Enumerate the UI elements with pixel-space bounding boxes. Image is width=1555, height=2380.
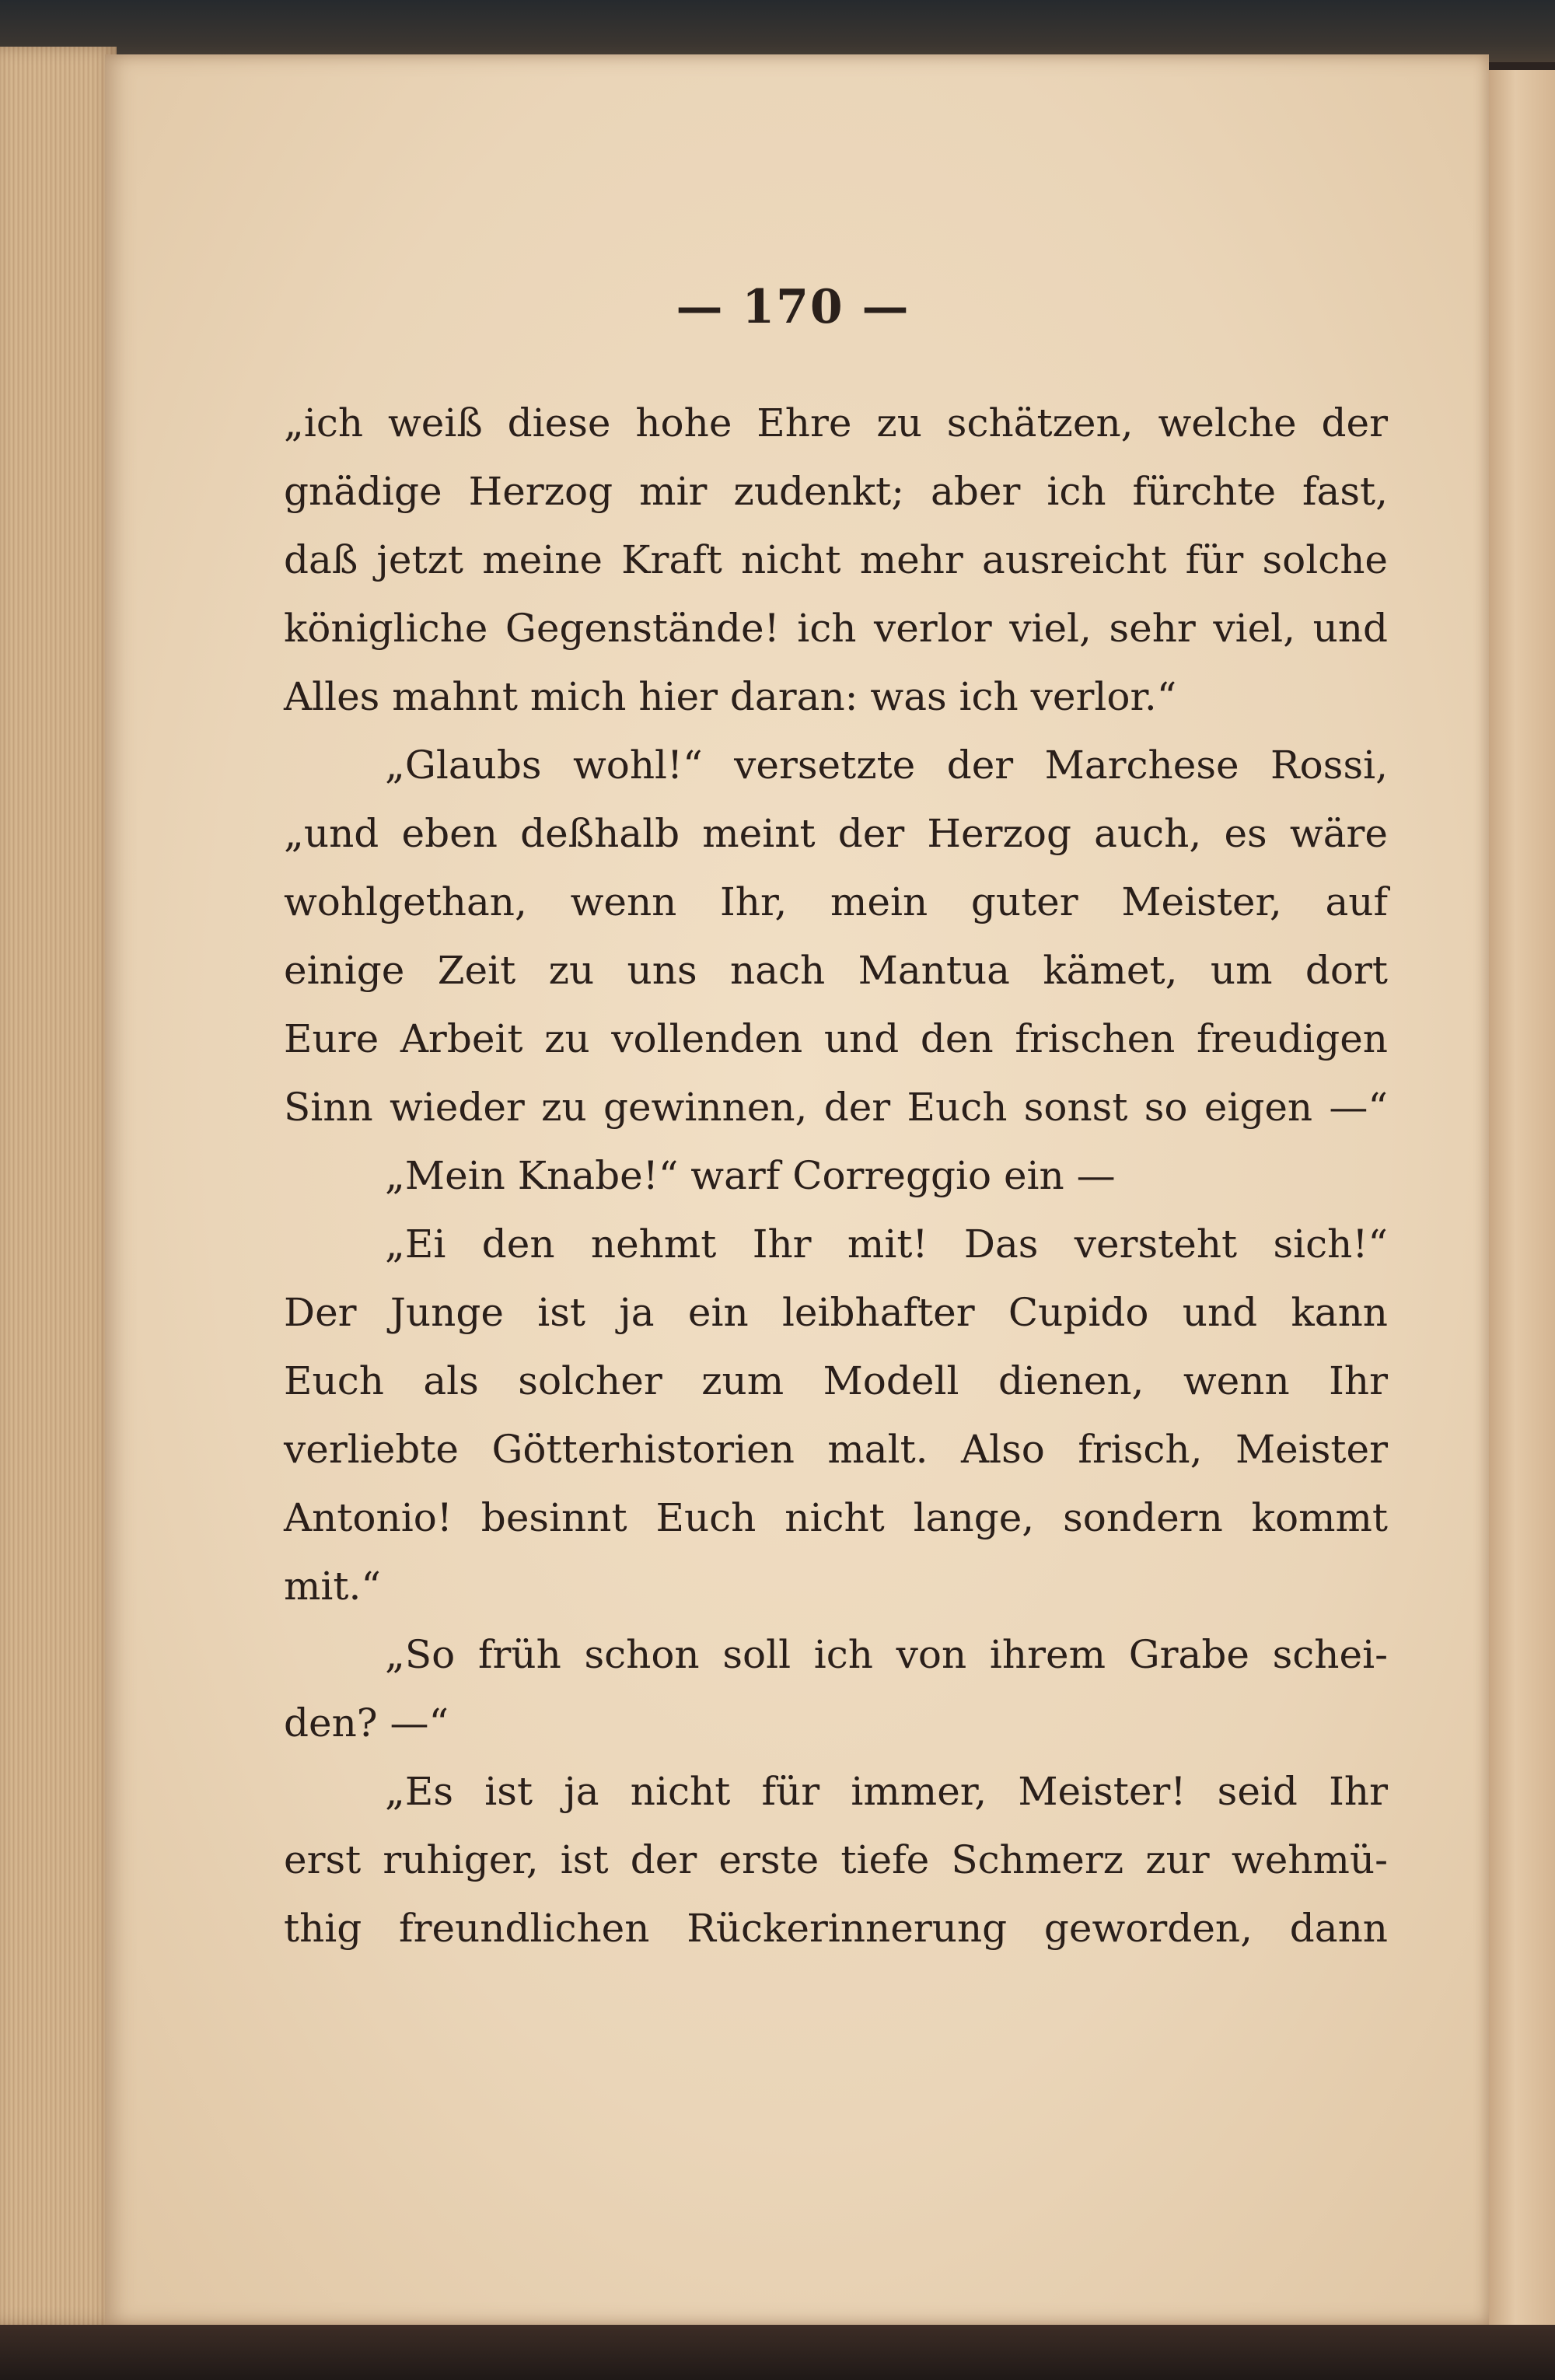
text-line: mit.“ — [284, 1564, 381, 1609]
scan-background-top — [0, 0, 1555, 62]
text-line: Eure Arbeit zu vollenden und den frischen freudigen — [284, 1016, 1388, 1061]
text-line: den? —“ — [284, 1700, 449, 1746]
text-line: „Glaubs wohl!“ versetzte der Marchese Rossi, — [385, 743, 1388, 788]
scan-background-bottom — [0, 2325, 1555, 2380]
text-line: wohlgethan, wenn Ihr, mein guter Meister, auf — [284, 879, 1388, 924]
text-line: „So früh schon soll ich von ihrem Grabe schei- — [385, 1632, 1388, 1677]
text-line: daß jetzt meine Kraft nicht mehr ausreicht für solche — [284, 537, 1388, 582]
text-line: „Ei den nehmt Ihr mit! Das versteht sich!“ — [385, 1221, 1388, 1267]
text-line: „Mein Knabe!“ warf Correggio ein — — [385, 1153, 1116, 1198]
book-page-stack-right — [1489, 70, 1555, 2325]
text-line: Sinn wieder zu gewinnen, der Euch sonst so eigen —“ — [284, 1085, 1388, 1130]
text-line: verliebte Götterhistorien malt. Also frisch, Meister — [284, 1427, 1388, 1472]
page-number: — 170 — — [676, 280, 910, 334]
text-line: „ich weiß diese hohe Ehre zu schätzen, welche der — [284, 400, 1388, 446]
text-line: gnädige Herzog mir zudenkt; aber ich fürchte fast, — [284, 469, 1388, 514]
text-line: Der Junge ist ja ein leibhafter Cupido und kann — [284, 1290, 1388, 1335]
text-line: einige Zeit zu uns nach Mantua kämet, um dort — [284, 948, 1388, 993]
text-line: königliche Gegenstände! ich verlor viel, sehr viel, und — [284, 606, 1388, 651]
text-line: „und eben deßhalb meint der Herzog auch, es wäre — [284, 811, 1388, 856]
text-line: Euch als solcher zum Modell dienen, wenn Ihr — [284, 1358, 1388, 1403]
text-line: Antonio! besinnt Euch nicht lange, sondern kommt — [284, 1495, 1388, 1540]
text-line: Alles mahnt mich hier daran: was ich verlor.“ — [284, 674, 1177, 719]
text-line: thig freundlichen Rückerinnerung geworden, dann — [284, 1906, 1388, 1951]
book-page-stack-left — [0, 47, 117, 2325]
body-text — [284, 389, 1388, 1962]
text-line: „Es ist ja nicht für immer, Meister! seid Ihr — [385, 1769, 1388, 1814]
text-line: erst ruhiger, ist der erste tiefe Schmerz zur wehmü- — [284, 1837, 1388, 1882]
